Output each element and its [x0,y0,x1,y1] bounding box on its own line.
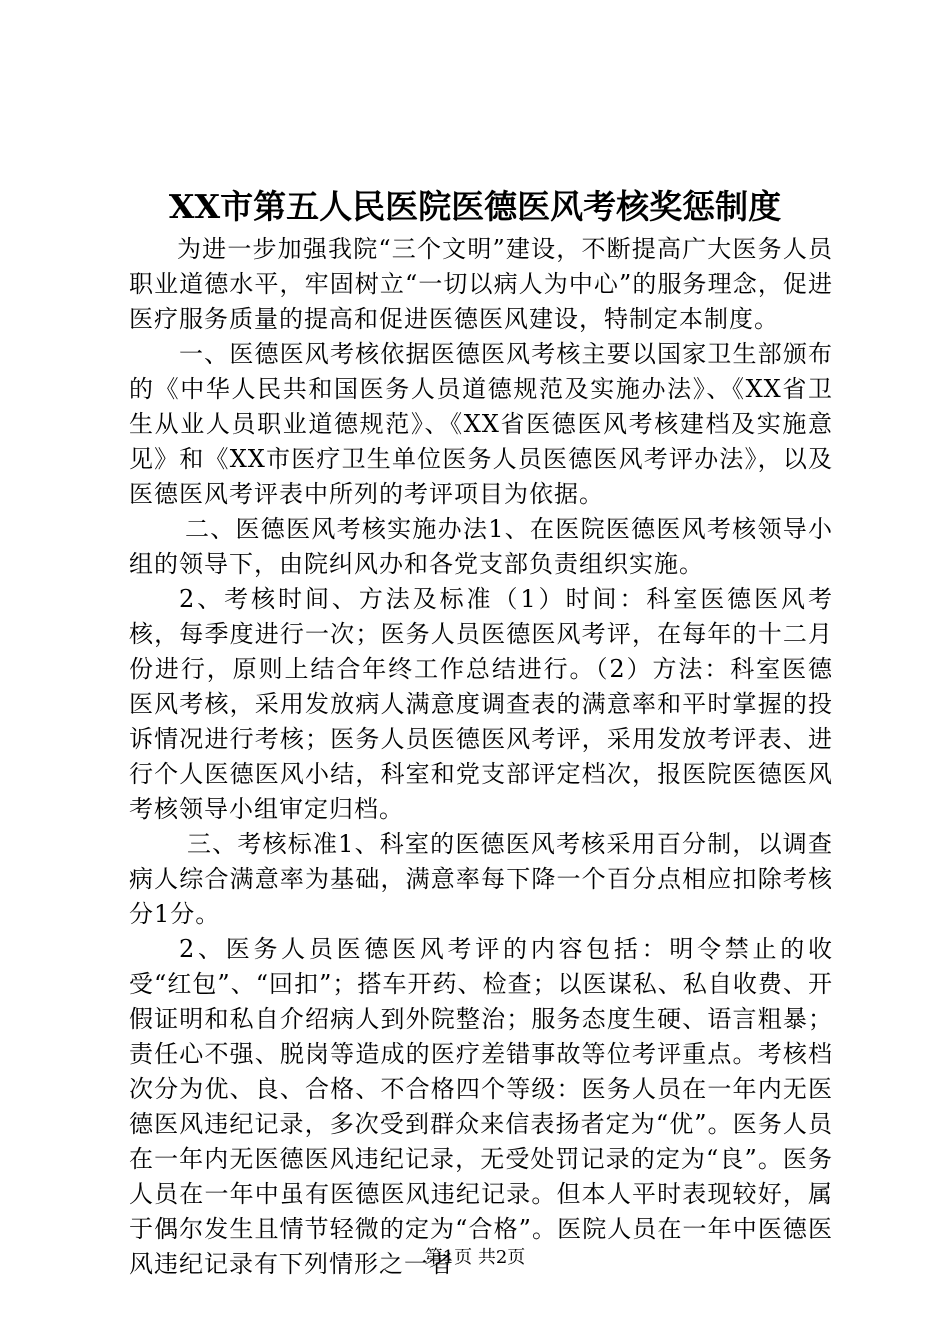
paragraph-section-3: 三、考核标准1、科室的医德医风考核采用百分制，以调查病人综合满意率为基础，满意率每下降一个百分点相应扣除考核分1分。 [129,830,833,928]
document-body [129,232,833,1282]
paragraph-section-2: 二、医德医风考核实施办法1、在医院医德医风考核领导小组的领导下，由院纠风办和各党支部负责组织实施。 [129,515,833,578]
paragraph-intro: 为进一步加强我院“三个文明”建设，不断提高广大医务人员职业道德水平，牢固树立“一切以病人为中心”的服务理念，促进医疗服务质量的提高和促进医德医风建设，特制定本制度。 [129,235,833,333]
page-number-footer: 第1页 共2页 [424,1247,526,1268]
paragraph-section-3-item-2: 2、医务人员医德医风考评的内容包括：明令禁止的收受“红包”、“回扣”；搭车开药、检查；以医谋私、私自收费、开假证明和私自介绍病人到外院整治；服务态度生硬、语言粗暴；责任心不强、脱岗等造成的医疗差错事故等位考评重点。考核档次分为优、良、合格、不合格四个等级：医务人员在一年内无医德医风违纪记录，多次受到群众来信表扬者定为“优”。医务人员在一年内无医德医风违纪记录，无受处罚记录的定为“良”。医务人员在一年中虽有医德医风违纪记录。但本人平时表现较好，属于偶尔发生且情节轻微的定为“合格”。医院人员在一年中医德医风违纪记录有下列情形之一者 [129,935,833,1278]
paragraph-section-1: 一、医德医风考核依据医德医风考核主要以国家卫生部颁布的《中华人民共和国医务人员道德规范及实施办法》、《XX省卫生从业人员职业道德规范》、《XX省医德医风考核建档及实施意见》和《XX市医疗卫生单位医务人员医德医风考评办法》，以及医德医风考评表中所列的考评项目为依据。 [129,340,833,508]
document-title: XX市第五人民医院医德医风考核奖惩制度 [168,187,782,226]
paragraph-section-2-item-2: 2、考核时间、方法及标准（1）时间：科室医德医风考核，每季度进行一次；医务人员医德医风考评，在每年的十二月份进行，原则上结合年终工作总结进行。（2）方法：科室医德医风考核，采用发放病人满意度调查表的满意率和平时掌握的投诉情况进行考核；医务人员医德医风考评，采用发放考评表、进行个人医德医风小结，科室和党支部评定档次，报医院医德医风考核领导小组审定归档。 [129,585,833,823]
